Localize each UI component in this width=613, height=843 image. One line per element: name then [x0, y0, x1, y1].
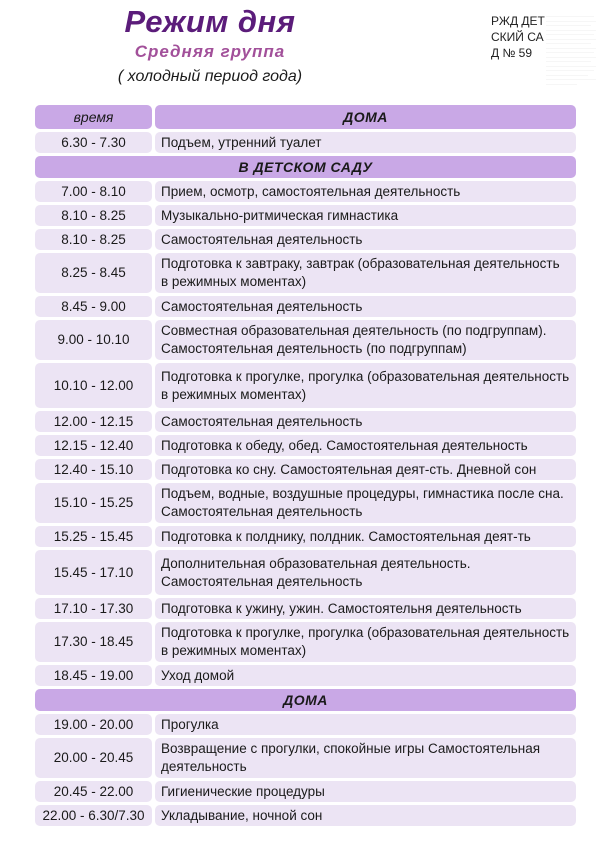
table-row — [35, 363, 576, 408]
activity-cell: Музыкально-ритмическая гимнастика — [155, 205, 576, 226]
time-cell: 15.25 - 15.45 — [35, 526, 152, 547]
fine-print-line: ·········································· — [546, 72, 588, 77]
table-row — [35, 435, 576, 456]
activity-cell: Прогулка — [155, 714, 576, 735]
table-row — [35, 411, 576, 432]
time-cell: 10.10 - 12.00 — [35, 363, 152, 408]
activity-cell: Подготовка к обеду, обед. Самостоятельная деятельность — [155, 435, 576, 456]
page-subtitle: Средняя группа — [134, 42, 286, 61]
activity-cell: Самостоятельная деятельность — [155, 296, 576, 317]
page-title: Режим дня — [124, 4, 296, 39]
time-cell: 15.45 - 17.10 — [35, 550, 152, 595]
table-row — [35, 181, 576, 202]
time-cell: 18.45 - 19.00 — [35, 665, 152, 686]
time-cell: 6.30 - 7.30 — [35, 132, 152, 153]
time-cell: 7.00 - 8.10 — [35, 181, 152, 202]
activity-cell: Подъем, водные, воздушные процедуры, гимнастика после сна. Самостоятельная деятельность — [155, 483, 576, 523]
activity-cell: Прием, осмотр, самостоятельная деятельность — [155, 181, 576, 202]
activity-cell: Самостоятельная деятельность — [155, 229, 576, 250]
activity-cell: Совместная образовательная деятельность (по подгруппам). Самостоятельная деятельность (по подгруппам) — [155, 320, 576, 360]
time-cell: 12.00 - 12.15 — [35, 411, 152, 432]
time-cell: 17.30 - 18.45 — [35, 622, 152, 662]
activity-cell: Подготовка к завтраку, завтрак (образовательная деятельность в режимных моментах) — [155, 253, 576, 293]
section-band: ДОМА — [35, 689, 576, 711]
time-cell: 8.10 - 8.25 — [35, 205, 152, 226]
fine-print-line: ················································ — [546, 14, 594, 18]
activity-cell: Подготовка к прогулке, прогулка (образовательная деятельность в режимных моментах) — [155, 363, 576, 408]
activity-cell: Подготовка к прогулке, прогулка (образовательная деятельность в режимных моментах) — [155, 622, 576, 662]
time-cell: 20.45 - 22.00 — [35, 781, 152, 802]
time-cell: 17.10 - 17.30 — [35, 598, 152, 619]
section-title: ДОМА — [155, 105, 576, 129]
table-row — [35, 296, 576, 317]
table-row — [35, 229, 576, 250]
table-row — [35, 665, 576, 686]
activity-cell: Уход домой — [155, 665, 576, 686]
table-row — [35, 622, 576, 662]
table-row — [35, 205, 576, 226]
activity-cell: Гигиенические процедуры — [155, 781, 576, 802]
table-row — [35, 598, 576, 619]
table-row — [35, 320, 576, 360]
fine-print-line: ·················································· — [546, 27, 596, 32]
activity-cell: Возвращение с прогулки, спокойные игры Самостоятельная деятельность — [155, 738, 576, 778]
table-row — [35, 714, 576, 735]
table-row — [35, 781, 576, 802]
fine-print-line: ················································ — [546, 32, 594, 36]
period-label: ( холодный период года) — [117, 68, 303, 85]
fine-print-line: ············································· — [546, 59, 591, 63]
fine-print-block — [546, 14, 608, 86]
fine-print-line: ·················································· — [546, 45, 596, 50]
time-column-header: время — [35, 105, 152, 129]
time-cell: 12.15 - 12.40 — [35, 435, 152, 456]
table-row — [35, 805, 576, 826]
schedule-table — [35, 105, 576, 829]
time-cell: 19.00 - 20.00 — [35, 714, 152, 735]
time-cell: 15.10 - 15.25 — [35, 483, 152, 523]
section-band: В ДЕТСКОМ САДУ — [35, 156, 576, 178]
activity-cell: Дополнительная образовательная деятельность. Самостоятельная деятельность — [155, 550, 576, 595]
fine-print-line: ·················································· — [546, 54, 596, 59]
time-cell: 8.25 - 8.45 — [35, 253, 152, 293]
activity-cell: Подготовка к ужину, ужин. Самостоятельня деятельность — [155, 598, 576, 619]
fine-print-line: ············································· — [546, 23, 591, 27]
fine-print-line: ·················································· — [546, 18, 596, 23]
activity-cell: Подъем, утренний туалет — [155, 132, 576, 153]
fine-print-line: ······························· — [546, 81, 577, 86]
table-header — [35, 105, 576, 129]
time-cell: 9.00 - 10.10 — [35, 320, 152, 360]
fine-print-line: ·················································· — [546, 36, 596, 41]
time-cell: 12.40 - 15.10 — [35, 459, 152, 480]
fine-print-line: ·················································· — [546, 63, 596, 68]
table-row — [35, 132, 576, 153]
activity-cell: Самостоятельная деятельность — [155, 411, 576, 432]
table-row — [35, 483, 576, 523]
fine-print-line: ················································ — [546, 68, 594, 72]
time-cell: 8.45 - 9.00 — [35, 296, 152, 317]
table-row — [35, 550, 576, 595]
fine-print-line: ················································ — [546, 50, 594, 54]
fine-print-line: ·················································· — [546, 77, 596, 81]
time-cell: 22.00 - 6.30/7.30 — [35, 805, 152, 826]
table-row — [35, 253, 576, 293]
organization-label: РЖД ДЕТСКИЙ САД № 59 — [491, 14, 545, 60]
time-cell: 8.10 - 8.25 — [35, 229, 152, 250]
activity-cell: Подготовка к полднику, полдник. Самостоятельная деят-ть — [155, 526, 576, 547]
table-row — [35, 459, 576, 480]
activity-cell: Подготовка ко сну. Самостоятельная деят-сть. Дневной сон — [155, 459, 576, 480]
table-row — [35, 526, 576, 547]
fine-print-line: ············································· — [546, 41, 591, 45]
table-row — [35, 738, 576, 778]
activity-cell: Укладывание, ночной сон — [155, 805, 576, 826]
time-cell: 20.00 - 20.45 — [35, 738, 152, 778]
